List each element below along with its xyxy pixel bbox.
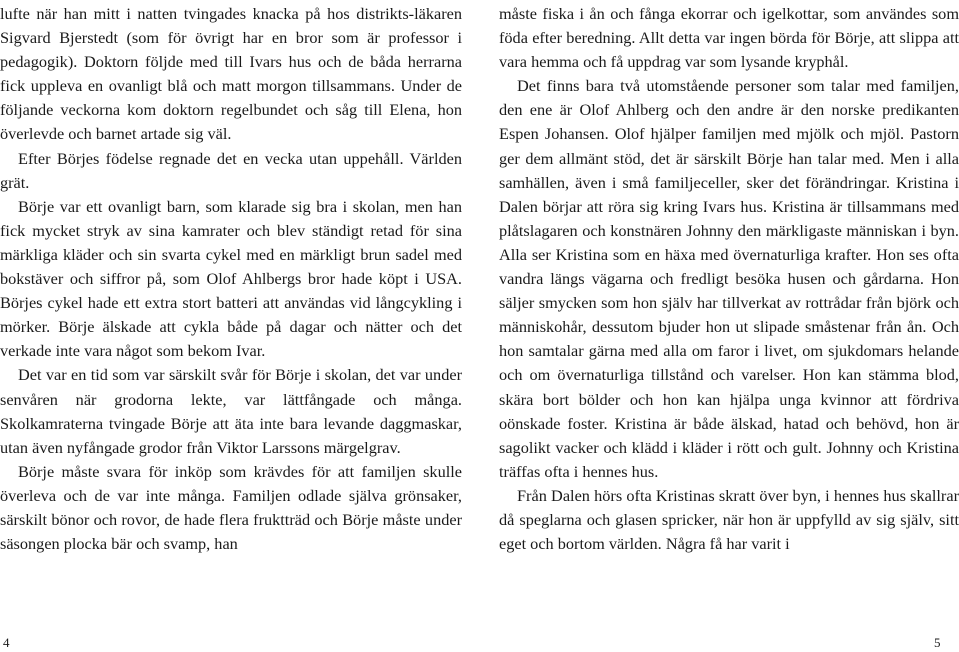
right-page-text (499, 2, 959, 556)
paragraph: Efter Börjes födelse regnade det en vecka utan uppehåll. Världen grät. (0, 148, 462, 192)
paragraph: måste fiska i ån och fånga ekorrar och igelkottar, som användes som föda efter beredning. Allt detta var ingen börda för Börje, att slippa att vara hemma och få uppdrag var som lysande kryphål. (499, 4, 959, 72)
page-number-left: 4 (3, 635, 10, 650)
paragraph: lufte när han mitt i natten tvingades knacka på hos distrikts-läkaren Sigvard Bjerstedt (som för övrigt har en bror som är professor i pedagogik). Doktorn följde med till Ivars hus och de båda herrarna fick uppleva en ovanligt blå och matt morgon tillsammans. Under de följande veckorna kom doktorn regelbundet och såg till Elena, hon överlevde och barnet artade sig väl. (0, 4, 462, 144)
paragraph: Börje måste svara för inköp som krävdes för att familjen skulle överleva och de var inte många. Familjen odlade själva grönsaker, särskilt bönor och rovor, de hade flera fruktträd och Börje måste under säsongen plocka bär och svamp, han (0, 461, 462, 554)
paragraph: Börje var ett ovanligt barn, som klarade sig bra i skolan, men han fick mycket stryk av sina kamrater och blev ständigt retad för sina märkliga kläder och sin svarta cykel med en märkligt brun sadel med bokstäver och siffror på, som Olof Ahlbergs bror hade köpt i USA. Börjes cykel hade ett extra stort batteri att användas vid långcykling i mörker. Börje älskade att cykla både på dagar och nätter och det verkade inte vara något som bekom Ivar. (0, 196, 462, 361)
paragraph: Från Dalen hörs ofta Kristinas skratt över byn, i hennes hus skallrar då speglarna och glasen spricker, när hon är uppfylld av sig själv, sitt eget och bortom världen. Några få har varit i (499, 485, 959, 554)
page-number-right: 5 (934, 635, 941, 650)
paragraph: Det var en tid som var särskilt svår för Börje i skolan, det var under senvåren när grodorna lekte, var lättfångade och många. Skolkamraterna tvingade Börje att äta inte bara levande daggmaskar, utan även nyfångade grodor från Viktor Larssons märgelgrav. (0, 365, 462, 457)
left-page-text (0, 2, 462, 556)
paragraph: Det finns bara två utomstående personer som talar med familjen, den ene är Olof Ahlberg och den andre är den norske predikanten Espen Johansen. Olof hjälper familjen med mjölk och mjöl. Pastorn ger dem allmänt stöd, det är särskilt Börje han talar med. Men i alla samhällen, även i små familjeceller, sker det förändringar. Kristina i Dalen börjar att röra sig kring Ivars hus. Kristina är tillsammans med plåtslagaren och konstnären Johnny den märkligaste människan i byn. Alla ser Kristina som en häxa med övernaturliga krafter. Hon ses ofta vandra längs vägarna och fredligt besöka husen och gårdarna. Hon säljer smycken som hon själv har tillverkat av rottrådar från björk och människohår, dessutom bjuder hon ut slipade småstenar från ån. Och hon samtalar gärna med alla om faror i livet, om sjukdomars helande och om övernaturliga tillstånd och varelser. Hon kan stämma blod, skära bort bölder och hon kan hjälpa unga kvinnor att fördriva oönskade foster. Kristina är både älskad, hatad och behövd, hon är sagolikt vacker och klädd i kläder i rött och gult. Johnny och Kristina träffas ofta i hennes hus. (499, 76, 959, 481)
